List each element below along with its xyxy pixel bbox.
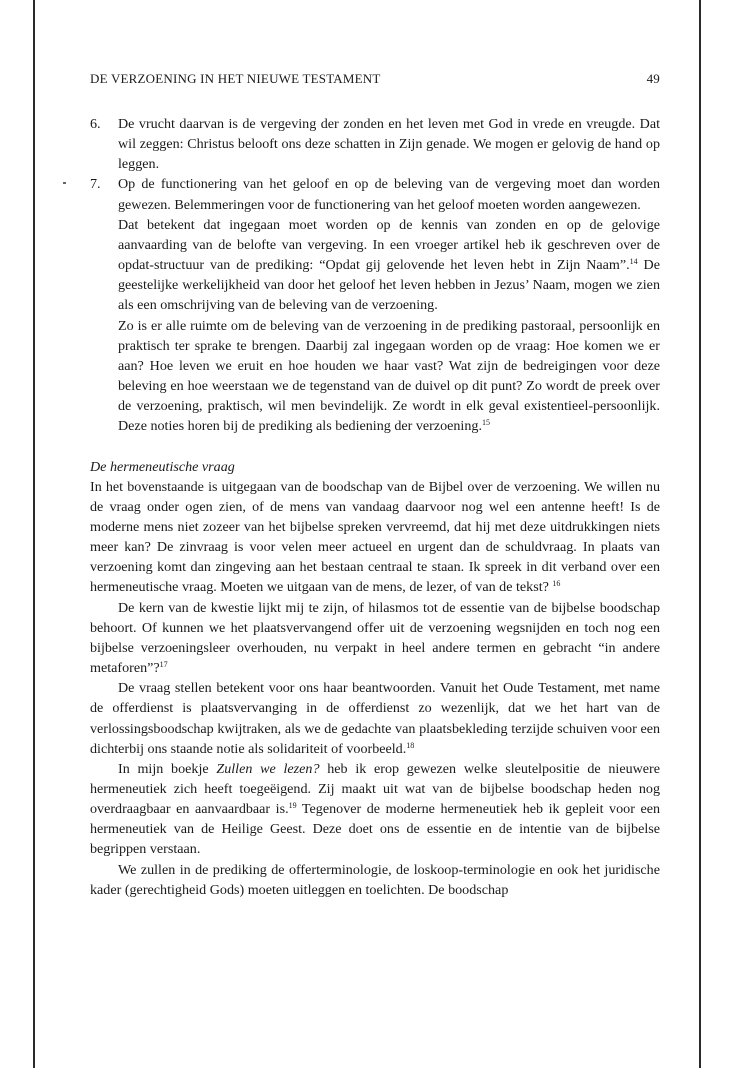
section-heading: De hermeneutische vraag xyxy=(90,458,235,475)
scan-speck xyxy=(63,182,66,184)
page-number: 49 xyxy=(646,71,660,86)
footnote-ref-14: 14 xyxy=(629,257,638,267)
book-title: Zullen we lezen? xyxy=(216,760,320,777)
list-text: De vrucht daarvan is de vergeving der zonden en het leven met God in vrede en vreugde. Dat wil zeggen: Christus belooft ons deze schatten in Zijn genade. We mogen er gelovig de hand op leggen. xyxy=(118,116,660,173)
running-header xyxy=(90,71,660,89)
page-body xyxy=(90,114,660,900)
paragraph: De vraag stellen betekent voor ons haar beantwoorden. Vanuit het Oude Testament, met name de offerdienst is plaatsvervanging in de offerdienst zo wezenlijk, dat we het hart van de verlossingsboodschap kwijtraken, als we de gedachte van plaatsbekleding terzijde schuiven voor een dichterbij ons staande notie als solidariteit of voorbeeld.$^{18}$ xyxy=(90,680,660,757)
footnote-ref-18: 18 xyxy=(406,740,415,750)
paragraph: We zullen in de prediking de offerterminologie, de loskoop-terminologie en ook het juridische kader (gerechtigheid Gods) moeten uitleggen en toelichten. De boodschap xyxy=(90,861,660,898)
list-number: 7. xyxy=(90,176,101,193)
footnote-ref-15: 15 xyxy=(481,418,490,428)
item-7-paragraph-1: Dat betekent dat ingegaan moet worden op de kennis van zonden en op de gelovige aanvaarding van de belofte van vergeving. In een vroeger artikel heb ik geschreven over de opdat-structuur van de prediking: “Opdat gij gelovende het leven hebt in Zijn Naam”.$^{14}$ De geestelijke werkelijkheid van door het geloof het leven hebben in Jezus’ Naam, mogen we zien als een omschrijving van de beleving van de verzoening. xyxy=(118,216,660,314)
footnote-ref-17: 17 xyxy=(159,660,168,670)
running-title: DE VERZOENING IN HET NIEUWE TESTAMENT xyxy=(90,71,381,86)
item-7-paragraph-2: Zo is er alle ruimte om de beleving van de verzoening in de prediking pastoraal, persoonlijk en praktisch ter sprake te brengen. Daarbij zal ingegaan worden op de vraag: Hoe komen we er aan? Hoe leven we eruit en hoe houden we haar vast? Wat zijn de bedreigingen voor deze beleving en hoe weerstaan we de tegenstand van de duivel op dit punt? Zo wordt de preek over de verzoening, praktisch, wil men bevindelijk. Ze wordt in elk geval existentieel-persoonlijk. Deze noties horen bij de prediking als bediening der verzoening.$^{15}$ xyxy=(118,317,660,435)
list-item-7 xyxy=(90,174,660,214)
page-left-edge xyxy=(33,0,35,1068)
list-item-6 xyxy=(90,114,660,174)
paragraph: De kern van de kwestie lijkt mij te zijn, of hilasmos tot de essentie van de bijbelse boodschap behoort. Of kunnen we het plaatsvervangend offer uit de verzoening wegsnijden en toch nog een bijbelse verzoeningsleer overhouden, nu verpakt in heel andere termen en gebracht “in andere metaforen”?$^{17}$ xyxy=(90,599,660,677)
paragraph: In het bovenstaande is uitgegaan van de boodschap van de Bijbel over de verzoening. We willen nu de vraag onder ogen zien, of de mens van vandaag daarvoor nog wel een antenne heeft! Is de moderne mens niet zozeer van het bijbelse spreken vervreemd, dat hij met deze uitdrukkingen niets meer kan? De zinvraag is voor velen meer actueel en urgent dan de schuldvraag. In plaats van verzoening komt dan zingeving aan het bestaan centraal te staan. Ik spreek in dit verband over een hermeneutische vraag. Moeten we uitgaan van de mens, de lezer, of van de tekst? $^{16}$ xyxy=(90,478,660,596)
list-number: 6. xyxy=(90,116,101,132)
list-text: Op de functionering van het geloof en op de beleving van de vergeving moet dan worden gewezen. Belemmeringen voor de functionering van het geloof moeten worden aangewezen. xyxy=(118,176,660,213)
page-right-edge xyxy=(699,0,701,1068)
paragraph: In mijn boekje Zullen we lezen? heb ik erop gewezen welke sleutelpositie de nieuwere hermeneutiek zich heeft toegeëigend. Zij maakt uit wat van de bijbelse boodschap heden nog overdraagbaar en aanvaardbaar is.$^{19}$ Tegenover de moderne hermeneutiek heb ik gepleit voor een hermeneutiek van de Heilige Geest. Deze doet ons de essentie en de intentie van de bijbelse begrippen verstaan. xyxy=(90,760,661,858)
footnote-ref-16: 16 xyxy=(552,579,561,589)
footnote-ref-19: 19 xyxy=(288,801,297,811)
